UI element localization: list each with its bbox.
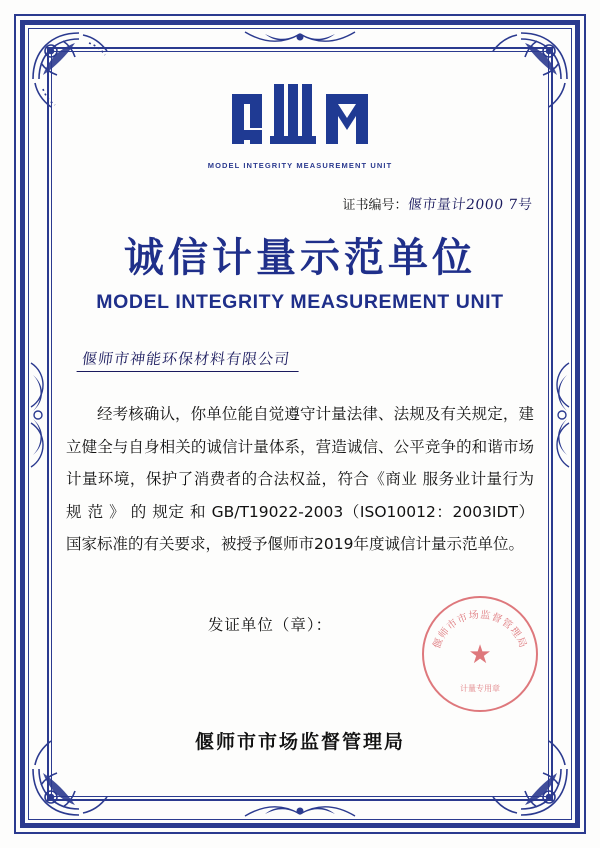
mim-monogram-logo-icon bbox=[230, 78, 370, 155]
top-ornament-icon bbox=[225, 28, 375, 55]
issuing-organization: 偃师市市场监督管理局 bbox=[194, 731, 405, 753]
issuer-label: 发证单位（章）： bbox=[207, 615, 333, 634]
side-ornament-icon bbox=[545, 355, 571, 480]
seal-star-icon: ★ bbox=[468, 639, 492, 669]
page-title-english: MODEL INTEGRITY MEASUREMENT UNIT bbox=[96, 291, 504, 313]
certificate-number-row bbox=[60, 194, 540, 214]
certificate-body bbox=[60, 398, 540, 561]
seal-bottom-text: 计量专用章 bbox=[460, 684, 500, 693]
logo-block bbox=[60, 60, 540, 170]
awardee-name: 偃师市神能环保材料有限公司 bbox=[77, 348, 302, 372]
awardee-row bbox=[60, 348, 540, 372]
bottom-ornament-icon bbox=[225, 793, 375, 820]
certificate-number-value: 偃市量计2000 7号 bbox=[406, 197, 533, 213]
official-seal-stamp bbox=[422, 596, 538, 712]
side-ornament-icon bbox=[29, 355, 55, 480]
certificate-number-label: 证书编号： bbox=[342, 198, 408, 213]
logo-caption: MODEL INTEGRITY MEASUREMENT UNIT bbox=[207, 161, 393, 170]
certificate-body-paragraph: 经考核确认，你单位能自觉遵守计量法律、法规及有关规定，建立健全与自身相关的诚信计量体系，营造诚信、公平竞争的和谐市场计量环境，保护了消费者的合法权益，符合《商业 服务业计量行为 规 范 》 的 规定 和 GB/T19022-2003（ISO10012：2003IDT）国家标准的有关要求，被授予偃师市2019年度诚信计量示范单位。 bbox=[66, 405, 534, 554]
page-title: 诚信计量示范单位 bbox=[124, 235, 476, 281]
svg-text:偃师市市场监督管理局: 偃师市市场监督管理局 bbox=[431, 609, 529, 651]
